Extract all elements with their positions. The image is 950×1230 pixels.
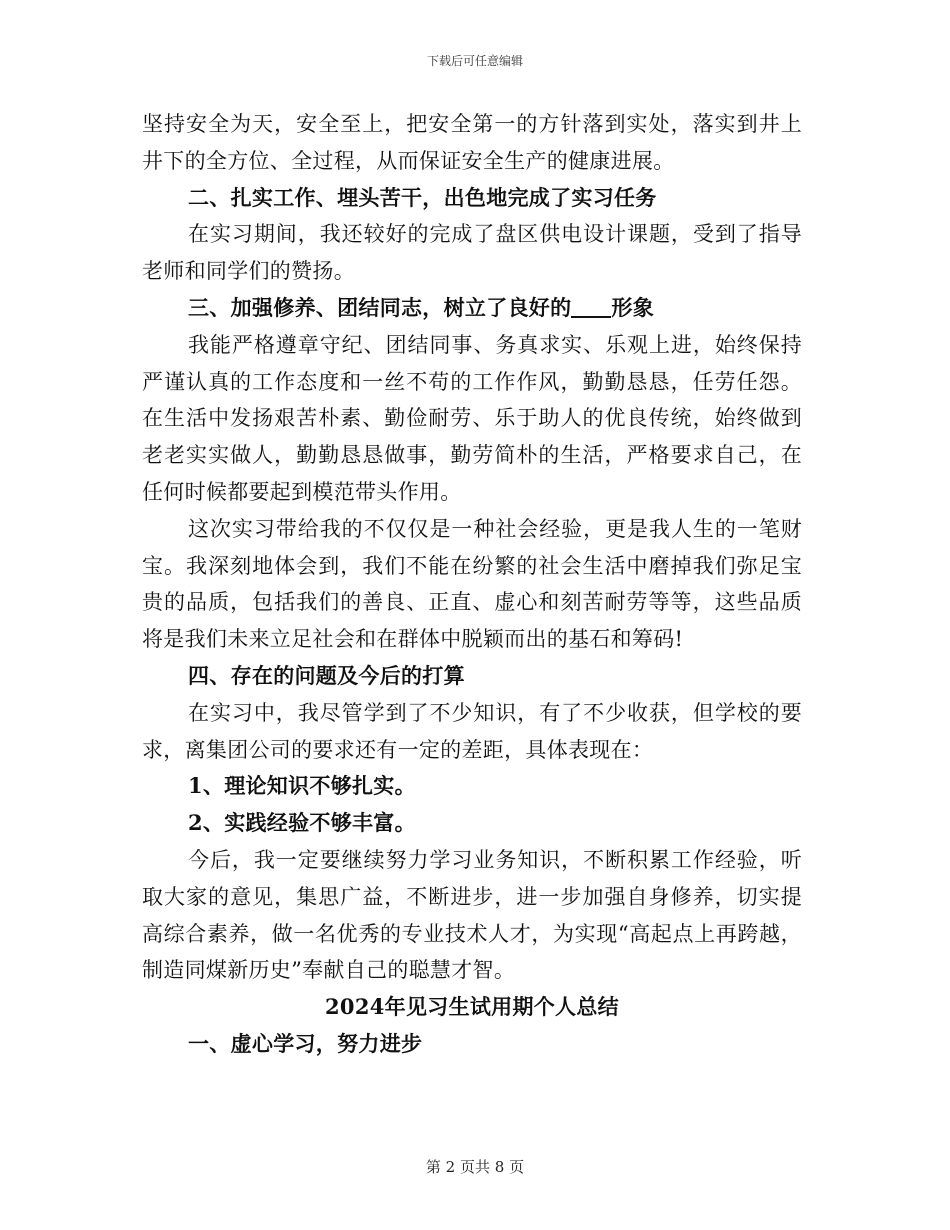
heading-section-3 <box>142 290 802 327</box>
paragraph-safety: 坚持安全为天，安全至上，把安全第一的方针落到实处，落实到井上井下的全方位、全过程，从而保证安全生产的健康进展。 <box>142 112 802 173</box>
paragraph-problems: 在实习中，我尽管学到了不少知识，有了不少收获，但学校的要求，离集团公司的要求还有一定的差距，具体表现在： <box>142 700 802 762</box>
heading-section-4: 四、存在的问题及今后的打算 <box>188 662 465 688</box>
paragraph-internship: 在实习期间，我还较好的完成了盘区供电设计课题，受到了指导老师和同学们的赞扬。 <box>142 222 802 284</box>
heading-section-3-text: 三、加强修养、团结同志，树立了良好的 <box>188 294 572 320</box>
blank-underline <box>571 295 611 318</box>
page-header: 下载后可任意编辑 <box>426 54 523 68</box>
document-body <box>142 106 802 1063</box>
list-item-theory: 1、理论知识不够扎实。 <box>188 773 416 799</box>
heading-section-2: 二、扎实工作、埋头苦干，出色地完成了实习任务 <box>188 184 657 210</box>
list-item-practice: 2、实践经验不够丰富。 <box>188 810 416 836</box>
paragraph-future: 今后，我一定要继续努力学习业务知识，不断积累工作经验，听取大家的意见，集思广益，不断进步，进一步加强自身修养，切实提高综合素养，做一名优秀的专业技术人才，为实现“高起点上再跨越，制造同煤新历史”奉献自己的聪慧才智。 <box>142 847 802 983</box>
page-footer: 第 2 页共 8 页 <box>425 1158 525 1176</box>
heading-section-3-tail: 形象 <box>611 294 655 320</box>
paragraph-conduct: 我能严格遵章守纪、团结同事、务真求实、乐观上进，始终保持严谨认真的工作态度和一丝不苟的工作作风，勤勤恳恳，任劳任怨。在生活中发扬艰苦朴素、勤俭耐劳、乐于助人的优良传统，始终做到老老实实做人，勤勤恳恳做事，勤劳简朴的生活，严格要求自己，在任何时候都要起到模范带头作用。 <box>142 332 802 504</box>
heading-section-1: 一、虚心学习，努力进步 <box>188 1030 423 1056</box>
section-title: 2024年见习生试用期个人总结 <box>325 994 619 1020</box>
paragraph-experience: 这次实习带给我的不仅仅是一种社会经验，更是我人生的一笔财宝。我深刻地体会到，我们不能在纷繁的社会生活中磨掉我们弥足宝贵的品质，包括我们的善良、正直、虚心和刻苦耐劳等等，这些品质将是我们未来立足社会和在群体中脱颖而出的基石和筹码! <box>142 516 802 652</box>
